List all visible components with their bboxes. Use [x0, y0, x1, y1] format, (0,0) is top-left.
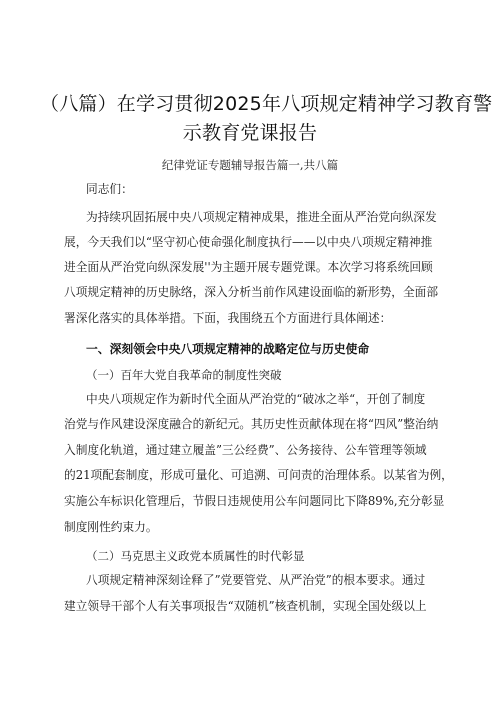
subsection-heading: （二）马克思主义政党本质属性的时代彰显: [86, 549, 305, 563]
document-title-line-1: （八篇）在学习贯彻2025年八项规定精神学习教育警: [40, 93, 493, 115]
salutation: 同志们：: [86, 182, 133, 196]
paragraph-line: 实施公车标识化管理后，节假日违规使用公车问题同比下降89%,充分彰显: [64, 494, 445, 508]
paragraph-line: 展，今天我们以“坚守初心使命强化制度执行——以中央八项规定精神推: [64, 235, 433, 249]
paragraph-line: 制度刚性约束力。: [64, 520, 158, 534]
document-title-line-2: 示教育党课报告: [182, 122, 318, 144]
paragraph-line: 进全面从严治党向纵深发展''为主题开展专题党课。本次学习将系统回顾: [64, 260, 433, 274]
document-subtitle: 纪律党证专题辅导报告篇一,共八篇: [161, 158, 339, 172]
paragraph-line: 中央八项规定作为新时代全面从严治党的“破冰之举“，开创了制度: [86, 392, 426, 406]
paragraph-line: 为持续巩固拓展中央八项规定精神成果，推进全面从严治党向纵深发: [86, 210, 437, 224]
paragraph-line: 建立领导干部个人有关事项报告“双随机”核查机制，实现全国处级以上: [64, 599, 427, 613]
paragraph-line: 八项规定精神深刻诠释了”党要管党、从严治党”的根本要求。通过: [86, 573, 426, 587]
paragraph-line: 入制度化轨道，通过建立履盖”三公经费”、公务接待、公车管理等领域: [64, 443, 427, 457]
subsection-heading: （一）百年大党自我革命的制度性突破: [86, 368, 282, 382]
paragraph-line: 治党与作风建设深度融合的新纪元。其历史性贡献体现在将“四风”整治纳: [64, 417, 439, 431]
paragraph-line: 的21项配套制度，形成可量化、可追溯、可问责的治理体系。以某省为例，: [64, 468, 453, 482]
section-heading: 一、深刻领会中央八项规定精神的战略定位与历史使命: [86, 342, 370, 356]
paragraph-line: 八项规定精神的历史脉络，深入分析当前作风建设面临的新形势，全面部: [64, 285, 439, 299]
paragraph-line: 署深化落实的具体举措。下面，我围绕五个方面进行具体阐述：: [64, 311, 392, 325]
